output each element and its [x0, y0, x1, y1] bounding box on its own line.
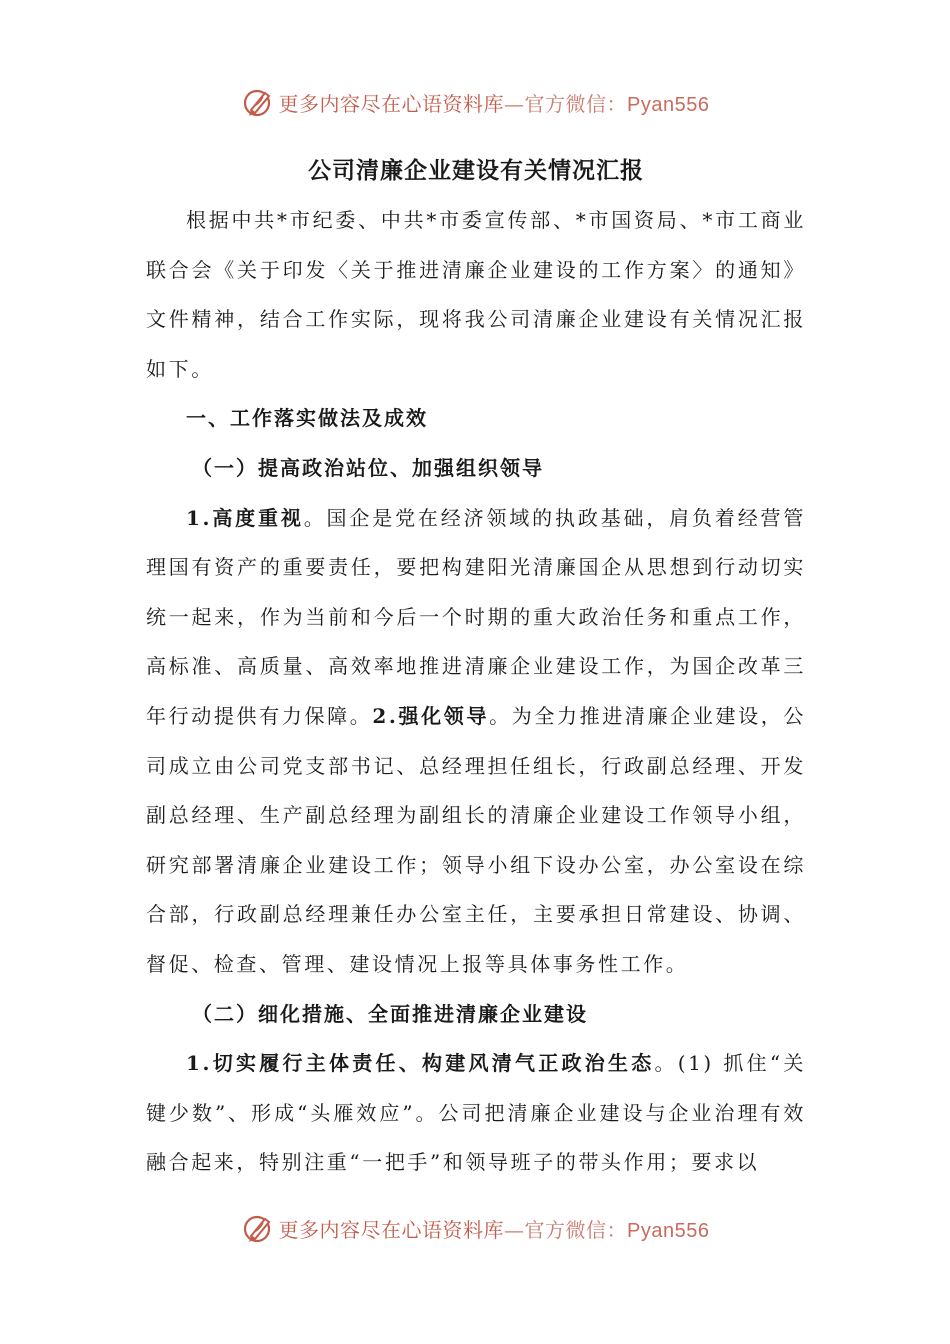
paragraph-1-lead: 1.高度重视	[186, 505, 304, 530]
banner-wechat-id: Pyan556	[627, 1219, 710, 1242]
banner-sub-text: —官方微信：	[504, 1217, 628, 1242]
banner-main-text: 更多内容尽在心语资料库	[278, 1217, 505, 1242]
paragraph-2-lead: 1.切实履行主体责任、构建风清气正政治生态	[186, 1051, 655, 1076]
intro-paragraph: 根据中共*市纪委、中共*市委宣传部、*市国资局、*市工商业联合会《关于印发〈关于推进清廉企业建设的工作方案〉的通知》文件精神，结合工作实际，现将我公司清廉企业建设有关情况汇报如下。	[146, 208, 806, 381]
paragraph-2	[146, 1039, 806, 1188]
banner-wechat-id: Pyan556	[627, 93, 710, 116]
paragraph-2-text: 。(1) 抓住“关键少数”、形成“头雁效应”。公司把清廉企业建设与企业治理有效融合起来，特别注重“一把手”和领导班子的带头作用；要求以	[146, 1051, 807, 1175]
subsection-heading-2: （二）细化措施、全面推进清廉企业建设	[192, 1001, 588, 1026]
paragraph-1-text: 。国企是党在经济领域的执政基础，肩负着经营管理国有资产的重要责任，要把构建阳光清廉国企从思想到行动切实统一起来，作为当前和今后一个时期的重大政治任务和重点工作，高标准、高质量、高效率地推进清廉企业建设工作，为国企改革三年行动提供有力保障。	[146, 505, 807, 728]
pen-circle-icon	[241, 85, 275, 119]
document-title: 公司清廉企业建设有关情况汇报	[308, 157, 644, 184]
paragraph-1-lead-2: 2.强化领导	[372, 703, 490, 728]
header-banner	[0, 82, 950, 122]
paragraph-1-text-2: 。为全力推进清廉企业建设，公司成立由公司党支部书记、总经理担任组长，行政副总经理、开发副总经理、生产副总经理为副组长的清廉企业建设工作领导小组，研究部署清廉企业建设工作；领导小组下设办公室，办公室设在综合部，行政副总经理兼任办公室主任，主要承担日常建设、协调、督促、检查、管理、建设情况上报等具体事务性工作。	[146, 703, 807, 976]
paragraph-1	[146, 494, 806, 990]
section-heading-1: 一、工作落实做法及成效	[186, 406, 428, 431]
document-body	[146, 146, 806, 1188]
subsection-heading-1: （一）提高政治站位、加强组织领导	[192, 455, 544, 480]
banner-main-text: 更多内容尽在心语资料库	[278, 91, 505, 116]
pen-circle-icon	[241, 1211, 275, 1245]
banner-sub-text: —官方微信：	[504, 91, 628, 116]
footer-banner	[0, 1208, 950, 1248]
